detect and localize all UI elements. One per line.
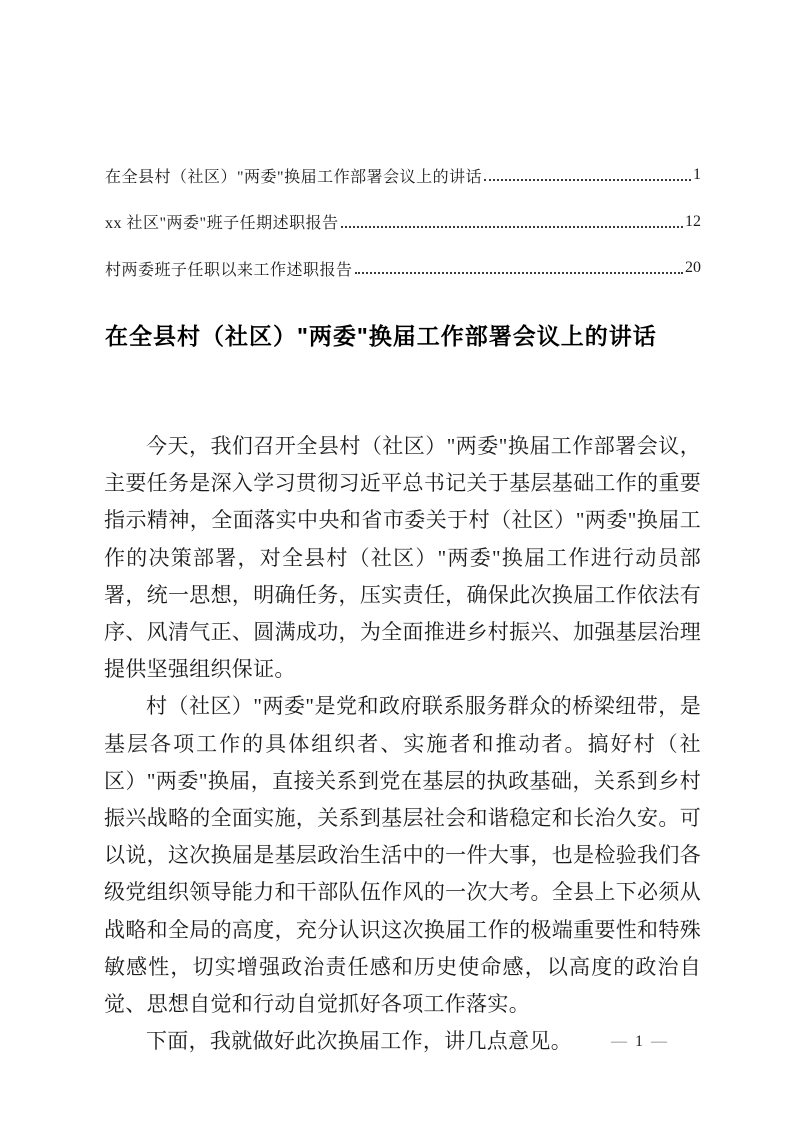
paragraph-2: 村（社区）"两委"是党和政府联系服务群众的桥梁纽带，是基层各项工作的具体组织者、实施者和推动者。搞好村（社区）"两委"换届，直接关系到党在基层的执政基础，关系到乡村振兴战略的全面实施，关系到基层社会和谐稳定和长治久安。可以说，这次换届是基层政治生活中的一件大事，也是检验我们各级党组织领导能力和干部队伍作风的一次大考。全县上下必须从战略和全局的高度，充分认识这次换届工作的极端重要性和特殊敏感性，切实增强政治责任感和历史使命感，以高度的政治自觉、思想自觉和行动自觉抓好各项工作落实。 (104, 694, 701, 1017)
page-footer (611, 1033, 667, 1051)
toc-entry-title: 在全县村（社区）"两委"换届工作部署会议上的讲话 (105, 168, 483, 186)
toc-entry-3[interactable] (105, 245, 701, 292)
toc-entry-title: xx 社区"两委"班子任期述职报告 (105, 215, 339, 233)
footer-dash-left: — (611, 1033, 627, 1050)
footer-page-number: 1 (635, 1033, 643, 1050)
document-body (104, 428, 701, 1060)
toc-dot-leader (341, 226, 683, 228)
document-title: 在全县村（社区）"两委"换届工作部署会议上的讲话 (105, 323, 657, 349)
toc-entry-title: 村两委班子任职以来工作述职报告 (105, 261, 353, 279)
toc-entry-1[interactable] (105, 152, 701, 199)
toc-page-number: 20 (685, 259, 701, 277)
paragraph-1: 今天，我们召开全县村（社区）"两委"换届工作部署会议，主要任务是深入学习贯彻习近平总书记关于基层基础工作的重要指示精神，全面落实中央和省市委关于村（社区）"两委"换届工作的决策部署，对全县村（社区）"两委"换届工作进行动员部署，统一思想，明确任务，压实责任，确保此次换届工作依法有序、风清气正、圆满成功，为全面推进乡村振兴、加强基层治理提供坚强组织保证。 (104, 434, 701, 682)
toc-dot-leader (484, 179, 691, 181)
toc-entry-2[interactable] (105, 199, 701, 246)
toc-page-number: 12 (685, 212, 701, 230)
toc-dot-leader (355, 272, 683, 274)
paragraph-3: 下面，我就做好此次换届工作，讲几点意见。 (146, 1029, 572, 1054)
footer-dash-right: — (651, 1033, 667, 1050)
toc-page-number: 1 (693, 166, 701, 184)
table-of-contents (105, 152, 701, 292)
